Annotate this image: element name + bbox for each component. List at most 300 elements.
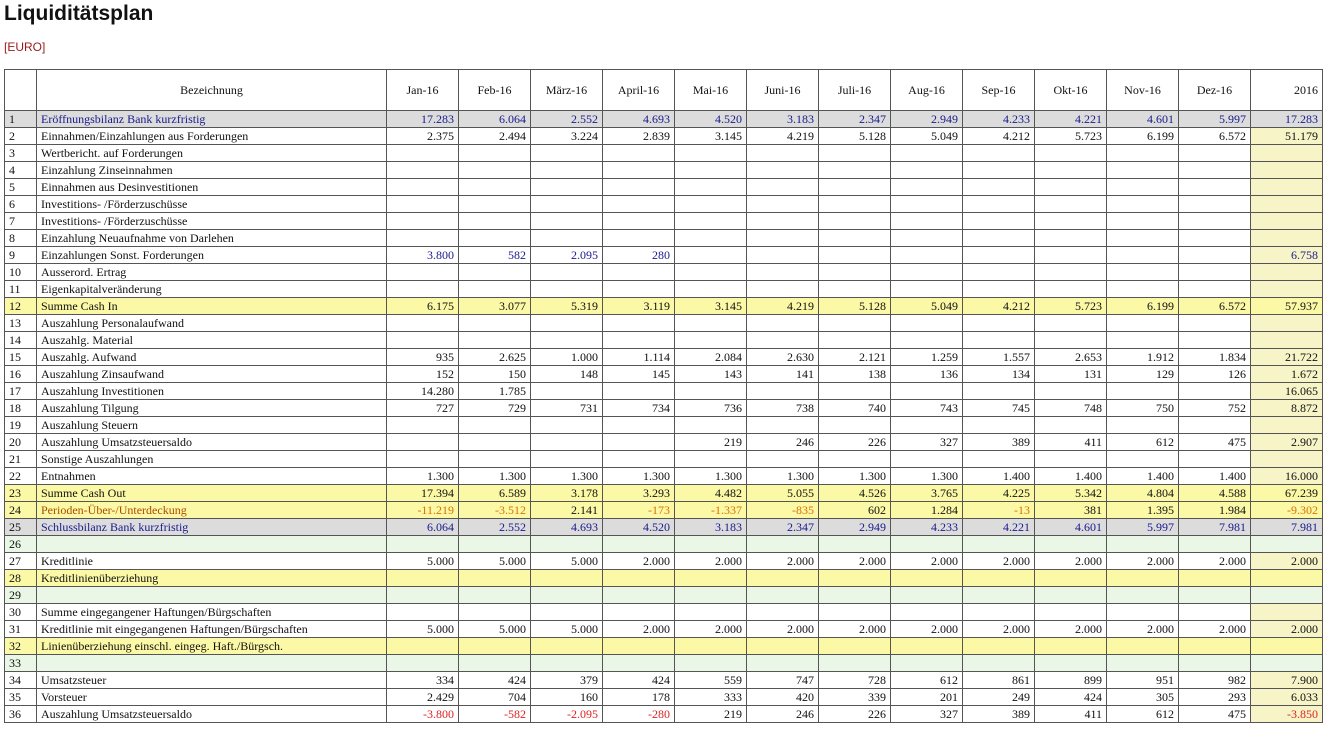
month-value-cell[interactable]: 152 — [387, 366, 459, 383]
month-value-cell[interactable] — [675, 264, 747, 281]
month-value-cell[interactable]: 2.000 — [603, 553, 675, 570]
month-value-cell[interactable] — [963, 332, 1035, 349]
month-value-cell[interactable] — [1035, 315, 1107, 332]
month-value-cell[interactable] — [459, 213, 531, 230]
month-value-cell[interactable] — [1107, 230, 1179, 247]
month-value-cell[interactable]: 389 — [963, 706, 1035, 723]
month-value-cell[interactable]: 5.997 — [1107, 519, 1179, 536]
month-value-cell[interactable]: 1.400 — [1035, 468, 1107, 485]
month-value-cell[interactable]: 861 — [963, 672, 1035, 689]
month-value-cell[interactable] — [1179, 213, 1251, 230]
row-number-cell[interactable]: 16 — [5, 366, 37, 383]
month-value-cell[interactable] — [819, 247, 891, 264]
month-value-cell[interactable] — [675, 451, 747, 468]
month-value-cell[interactable]: 1.300 — [675, 468, 747, 485]
row-number-cell[interactable]: 1 — [5, 111, 37, 128]
month-value-cell[interactable] — [387, 417, 459, 434]
month-value-cell[interactable]: 5.128 — [819, 298, 891, 315]
month-value-cell[interactable] — [891, 264, 963, 281]
month-value-cell[interactable] — [459, 230, 531, 247]
month-value-cell[interactable] — [1107, 604, 1179, 621]
month-value-cell[interactable] — [531, 213, 603, 230]
row-label-cell[interactable]: Einnahmen/Einzahlungen aus Forderungen — [37, 128, 387, 145]
month-value-cell[interactable] — [1107, 213, 1179, 230]
year-total-cell[interactable] — [1251, 179, 1323, 196]
year-total-cell[interactable]: 2.000 — [1251, 553, 1323, 570]
row-label-cell[interactable]: Schlussbilanz Bank kurzfristig — [37, 519, 387, 536]
month-value-cell[interactable] — [531, 536, 603, 553]
header-month[interactable]: April-16 — [603, 70, 675, 111]
month-value-cell[interactable] — [387, 315, 459, 332]
month-value-cell[interactable]: -11.219 — [387, 502, 459, 519]
row-number-cell[interactable]: 20 — [5, 434, 37, 451]
month-value-cell[interactable] — [891, 536, 963, 553]
month-value-cell[interactable] — [819, 230, 891, 247]
month-value-cell[interactable] — [1035, 264, 1107, 281]
header-month[interactable]: Mai-16 — [675, 70, 747, 111]
month-value-cell[interactable] — [459, 315, 531, 332]
month-value-cell[interactable]: 731 — [531, 400, 603, 417]
month-value-cell[interactable]: 2.000 — [603, 621, 675, 638]
year-total-cell[interactable]: 2.907 — [1251, 434, 1323, 451]
month-value-cell[interactable] — [387, 570, 459, 587]
month-value-cell[interactable] — [819, 655, 891, 672]
month-value-cell[interactable] — [1107, 638, 1179, 655]
month-value-cell[interactable] — [387, 179, 459, 196]
month-value-cell[interactable] — [531, 162, 603, 179]
month-value-cell[interactable]: 381 — [1035, 502, 1107, 519]
month-value-cell[interactable]: 734 — [603, 400, 675, 417]
month-value-cell[interactable] — [459, 145, 531, 162]
month-value-cell[interactable]: 1.557 — [963, 349, 1035, 366]
row-label-cell[interactable]: Einnahmen aus Desinvestitionen — [37, 179, 387, 196]
month-value-cell[interactable] — [387, 451, 459, 468]
month-value-cell[interactable]: 141 — [747, 366, 819, 383]
year-total-cell[interactable] — [1251, 332, 1323, 349]
row-number-cell[interactable]: 23 — [5, 485, 37, 502]
month-value-cell[interactable]: 293 — [1179, 689, 1251, 706]
month-value-cell[interactable] — [1179, 332, 1251, 349]
month-value-cell[interactable] — [819, 179, 891, 196]
month-value-cell[interactable] — [747, 213, 819, 230]
month-value-cell[interactable]: 5.723 — [1035, 298, 1107, 315]
month-value-cell[interactable] — [1179, 281, 1251, 298]
month-value-cell[interactable]: 612 — [1107, 434, 1179, 451]
month-value-cell[interactable]: 4.219 — [747, 128, 819, 145]
month-value-cell[interactable]: 411 — [1035, 706, 1107, 723]
month-value-cell[interactable]: -3.512 — [459, 502, 531, 519]
month-value-cell[interactable] — [603, 230, 675, 247]
month-value-cell[interactable] — [891, 587, 963, 604]
month-value-cell[interactable] — [963, 638, 1035, 655]
header-month[interactable]: Sep-16 — [963, 70, 1035, 111]
month-value-cell[interactable] — [963, 281, 1035, 298]
month-value-cell[interactable] — [819, 536, 891, 553]
month-value-cell[interactable]: 5.000 — [459, 553, 531, 570]
row-number-cell[interactable]: 27 — [5, 553, 37, 570]
month-value-cell[interactable]: 5.055 — [747, 485, 819, 502]
month-value-cell[interactable] — [747, 247, 819, 264]
month-value-cell[interactable]: 1.984 — [1179, 502, 1251, 519]
header-month[interactable]: Okt-16 — [1035, 70, 1107, 111]
month-value-cell[interactable]: 951 — [1107, 672, 1179, 689]
month-value-cell[interactable] — [459, 587, 531, 604]
month-value-cell[interactable]: 6.572 — [1179, 298, 1251, 315]
month-value-cell[interactable]: 6.572 — [1179, 128, 1251, 145]
row-number-cell[interactable]: 11 — [5, 281, 37, 298]
month-value-cell[interactable]: 6.199 — [1107, 128, 1179, 145]
month-value-cell[interactable] — [1107, 264, 1179, 281]
year-total-cell[interactable] — [1251, 230, 1323, 247]
month-value-cell[interactable] — [603, 536, 675, 553]
month-value-cell[interactable]: 339 — [819, 689, 891, 706]
year-total-cell[interactable]: 6.033 — [1251, 689, 1323, 706]
month-value-cell[interactable]: -173 — [603, 502, 675, 519]
month-value-cell[interactable]: 4.233 — [891, 519, 963, 536]
month-value-cell[interactable] — [963, 179, 1035, 196]
month-value-cell[interactable] — [459, 638, 531, 655]
month-value-cell[interactable]: 4.588 — [1179, 485, 1251, 502]
month-value-cell[interactable]: 736 — [675, 400, 747, 417]
month-value-cell[interactable] — [747, 655, 819, 672]
month-value-cell[interactable] — [747, 196, 819, 213]
month-value-cell[interactable] — [531, 230, 603, 247]
month-value-cell[interactable]: 612 — [891, 672, 963, 689]
month-value-cell[interactable] — [531, 587, 603, 604]
month-value-cell[interactable] — [819, 196, 891, 213]
header-month[interactable]: März-16 — [531, 70, 603, 111]
month-value-cell[interactable]: 3.119 — [603, 298, 675, 315]
year-total-cell[interactable] — [1251, 638, 1323, 655]
month-value-cell[interactable]: 3.224 — [531, 128, 603, 145]
row-label-cell[interactable]: Sonstige Auszahlungen — [37, 451, 387, 468]
month-value-cell[interactable]: 5.049 — [891, 128, 963, 145]
row-number-cell[interactable]: 19 — [5, 417, 37, 434]
month-value-cell[interactable] — [963, 315, 1035, 332]
month-value-cell[interactable]: 2.375 — [387, 128, 459, 145]
month-value-cell[interactable]: 1.259 — [891, 349, 963, 366]
month-value-cell[interactable]: 748 — [1035, 400, 1107, 417]
month-value-cell[interactable]: 5.128 — [819, 128, 891, 145]
row-label-cell[interactable]: Kreditlinienüberziehung — [37, 570, 387, 587]
month-value-cell[interactable]: -835 — [747, 502, 819, 519]
month-value-cell[interactable]: 2.625 — [459, 349, 531, 366]
month-value-cell[interactable] — [603, 570, 675, 587]
row-label-cell[interactable]: Vorsteuer — [37, 689, 387, 706]
row-number-cell[interactable]: 28 — [5, 570, 37, 587]
month-value-cell[interactable]: 2.000 — [1179, 553, 1251, 570]
month-value-cell[interactable] — [819, 587, 891, 604]
month-value-cell[interactable]: 1.400 — [1107, 468, 1179, 485]
month-value-cell[interactable]: 4.212 — [963, 128, 1035, 145]
month-value-cell[interactable] — [675, 604, 747, 621]
month-value-cell[interactable]: 249 — [963, 689, 1035, 706]
month-value-cell[interactable]: 2.084 — [675, 349, 747, 366]
header-no[interactable] — [5, 70, 37, 111]
header-month[interactable]: Juni-16 — [747, 70, 819, 111]
month-value-cell[interactable] — [1179, 247, 1251, 264]
month-value-cell[interactable] — [675, 281, 747, 298]
month-value-cell[interactable]: 327 — [891, 434, 963, 451]
month-value-cell[interactable] — [1179, 587, 1251, 604]
month-value-cell[interactable] — [819, 570, 891, 587]
month-value-cell[interactable] — [675, 655, 747, 672]
month-value-cell[interactable]: 1.300 — [603, 468, 675, 485]
month-value-cell[interactable] — [1035, 145, 1107, 162]
month-value-cell[interactable]: 704 — [459, 689, 531, 706]
year-total-cell[interactable] — [1251, 213, 1323, 230]
month-value-cell[interactable]: 145 — [603, 366, 675, 383]
month-value-cell[interactable] — [1035, 417, 1107, 434]
month-value-cell[interactable] — [747, 536, 819, 553]
row-number-cell[interactable]: 36 — [5, 706, 37, 723]
header-month[interactable]: Feb-16 — [459, 70, 531, 111]
month-value-cell[interactable] — [1035, 536, 1107, 553]
month-value-cell[interactable] — [459, 332, 531, 349]
month-value-cell[interactable] — [1035, 332, 1107, 349]
month-value-cell[interactable]: 2.949 — [819, 519, 891, 536]
month-value-cell[interactable]: 727 — [387, 400, 459, 417]
month-value-cell[interactable]: 1.300 — [459, 468, 531, 485]
month-value-cell[interactable] — [747, 332, 819, 349]
month-value-cell[interactable]: 2.000 — [1035, 621, 1107, 638]
row-label-cell[interactable]: Auszahlung Zinsaufwand — [37, 366, 387, 383]
month-value-cell[interactable]: 226 — [819, 434, 891, 451]
month-value-cell[interactable] — [387, 434, 459, 451]
row-number-cell[interactable]: 31 — [5, 621, 37, 638]
month-value-cell[interactable]: 740 — [819, 400, 891, 417]
month-value-cell[interactable] — [747, 179, 819, 196]
month-value-cell[interactable] — [891, 145, 963, 162]
month-value-cell[interactable]: 4.221 — [1035, 111, 1107, 128]
row-number-cell[interactable]: 24 — [5, 502, 37, 519]
row-number-cell[interactable]: 5 — [5, 179, 37, 196]
year-total-cell[interactable] — [1251, 451, 1323, 468]
month-value-cell[interactable]: 17.283 — [387, 111, 459, 128]
month-value-cell[interactable]: 745 — [963, 400, 1035, 417]
month-value-cell[interactable]: 1.400 — [1179, 468, 1251, 485]
month-value-cell[interactable] — [531, 264, 603, 281]
month-value-cell[interactable]: 327 — [891, 706, 963, 723]
row-label-cell[interactable] — [37, 587, 387, 604]
month-value-cell[interactable]: 7.981 — [1179, 519, 1251, 536]
month-value-cell[interactable]: 4.526 — [819, 485, 891, 502]
month-value-cell[interactable] — [819, 383, 891, 400]
month-value-cell[interactable]: 3.800 — [387, 247, 459, 264]
month-value-cell[interactable] — [747, 587, 819, 604]
row-number-cell[interactable]: 17 — [5, 383, 37, 400]
month-value-cell[interactable]: -13 — [963, 502, 1035, 519]
row-number-cell[interactable]: 6 — [5, 196, 37, 213]
month-value-cell[interactable] — [747, 638, 819, 655]
month-value-cell[interactable]: 1.284 — [891, 502, 963, 519]
month-value-cell[interactable] — [459, 451, 531, 468]
month-value-cell[interactable]: 2.000 — [747, 553, 819, 570]
month-value-cell[interactable] — [531, 451, 603, 468]
month-value-cell[interactable]: 2.000 — [963, 621, 1035, 638]
row-number-cell[interactable]: 18 — [5, 400, 37, 417]
month-value-cell[interactable]: 219 — [675, 434, 747, 451]
month-value-cell[interactable]: 17.394 — [387, 485, 459, 502]
month-value-cell[interactable]: 178 — [603, 689, 675, 706]
month-value-cell[interactable]: -280 — [603, 706, 675, 723]
month-value-cell[interactable]: 246 — [747, 434, 819, 451]
month-value-cell[interactable] — [675, 162, 747, 179]
month-value-cell[interactable] — [531, 196, 603, 213]
month-value-cell[interactable] — [675, 332, 747, 349]
year-total-cell[interactable]: -3.850 — [1251, 706, 1323, 723]
month-value-cell[interactable] — [603, 451, 675, 468]
month-value-cell[interactable] — [963, 145, 1035, 162]
month-value-cell[interactable]: 1.834 — [1179, 349, 1251, 366]
month-value-cell[interactable] — [459, 281, 531, 298]
month-value-cell[interactable]: 4.693 — [531, 519, 603, 536]
month-value-cell[interactable]: 2.000 — [963, 553, 1035, 570]
month-value-cell[interactable] — [387, 638, 459, 655]
month-value-cell[interactable]: 4.601 — [1107, 111, 1179, 128]
month-value-cell[interactable] — [891, 655, 963, 672]
month-value-cell[interactable]: 2.000 — [675, 553, 747, 570]
year-total-cell[interactable]: 8.872 — [1251, 400, 1323, 417]
month-value-cell[interactable]: 3.145 — [675, 298, 747, 315]
row-number-cell[interactable]: 30 — [5, 604, 37, 621]
header-month[interactable]: Aug-16 — [891, 70, 963, 111]
row-label-cell[interactable]: Einzahlungen Sonst. Forderungen — [37, 247, 387, 264]
year-total-cell[interactable] — [1251, 570, 1323, 587]
month-value-cell[interactable] — [891, 315, 963, 332]
month-value-cell[interactable] — [891, 604, 963, 621]
month-value-cell[interactable] — [675, 570, 747, 587]
month-value-cell[interactable] — [1035, 655, 1107, 672]
month-value-cell[interactable] — [675, 179, 747, 196]
month-value-cell[interactable] — [603, 655, 675, 672]
month-value-cell[interactable] — [603, 315, 675, 332]
month-value-cell[interactable] — [963, 383, 1035, 400]
row-number-cell[interactable]: 7 — [5, 213, 37, 230]
month-value-cell[interactable]: 6.589 — [459, 485, 531, 502]
month-value-cell[interactable] — [675, 315, 747, 332]
month-value-cell[interactable]: 2.839 — [603, 128, 675, 145]
month-value-cell[interactable] — [1107, 196, 1179, 213]
month-value-cell[interactable] — [603, 196, 675, 213]
month-value-cell[interactable]: 738 — [747, 400, 819, 417]
month-value-cell[interactable]: 143 — [675, 366, 747, 383]
month-value-cell[interactable]: -2.095 — [531, 706, 603, 723]
month-value-cell[interactable]: 2.429 — [387, 689, 459, 706]
year-total-cell[interactable]: 2.000 — [1251, 621, 1323, 638]
month-value-cell[interactable] — [603, 587, 675, 604]
month-value-cell[interactable] — [963, 655, 1035, 672]
row-number-cell[interactable]: 29 — [5, 587, 37, 604]
row-number-cell[interactable]: 13 — [5, 315, 37, 332]
month-value-cell[interactable] — [963, 264, 1035, 281]
month-value-cell[interactable] — [387, 587, 459, 604]
month-value-cell[interactable] — [819, 213, 891, 230]
row-number-cell[interactable]: 32 — [5, 638, 37, 655]
header-month[interactable]: Nov-16 — [1107, 70, 1179, 111]
month-value-cell[interactable] — [963, 570, 1035, 587]
year-total-cell[interactable] — [1251, 145, 1323, 162]
month-value-cell[interactable] — [1035, 638, 1107, 655]
row-label-cell[interactable]: Umsatzsteuer — [37, 672, 387, 689]
year-total-cell[interactable] — [1251, 162, 1323, 179]
month-value-cell[interactable]: 3.293 — [603, 485, 675, 502]
month-value-cell[interactable] — [675, 247, 747, 264]
month-value-cell[interactable] — [531, 315, 603, 332]
month-value-cell[interactable] — [675, 417, 747, 434]
month-value-cell[interactable] — [1179, 638, 1251, 655]
month-value-cell[interactable] — [891, 196, 963, 213]
month-value-cell[interactable]: 3.183 — [747, 111, 819, 128]
month-value-cell[interactable]: 2.000 — [675, 621, 747, 638]
header-month[interactable]: Dez-16 — [1179, 70, 1251, 111]
month-value-cell[interactable] — [1179, 315, 1251, 332]
month-value-cell[interactable]: 333 — [675, 689, 747, 706]
month-value-cell[interactable]: 201 — [891, 689, 963, 706]
month-value-cell[interactable] — [1035, 213, 1107, 230]
month-value-cell[interactable]: 729 — [459, 400, 531, 417]
month-value-cell[interactable]: -1.337 — [675, 502, 747, 519]
row-label-cell[interactable]: Eröffnungsbilanz Bank kurzfristig — [37, 111, 387, 128]
month-value-cell[interactable]: 2.000 — [1107, 621, 1179, 638]
header-total[interactable]: 2016 — [1251, 70, 1323, 111]
month-value-cell[interactable]: 3.765 — [891, 485, 963, 502]
month-value-cell[interactable] — [891, 213, 963, 230]
row-label-cell[interactable]: Entnahmen — [37, 468, 387, 485]
month-value-cell[interactable]: 2.000 — [1107, 553, 1179, 570]
month-value-cell[interactable] — [675, 230, 747, 247]
month-value-cell[interactable] — [1179, 604, 1251, 621]
month-value-cell[interactable] — [1035, 281, 1107, 298]
month-value-cell[interactable]: 5.000 — [459, 621, 531, 638]
month-value-cell[interactable]: 219 — [675, 706, 747, 723]
month-value-cell[interactable] — [531, 434, 603, 451]
month-value-cell[interactable]: 2.653 — [1035, 349, 1107, 366]
month-value-cell[interactable] — [1179, 264, 1251, 281]
month-value-cell[interactable]: 4.233 — [963, 111, 1035, 128]
year-total-cell[interactable] — [1251, 196, 1323, 213]
month-value-cell[interactable]: 2.000 — [891, 621, 963, 638]
month-value-cell[interactable] — [1035, 604, 1107, 621]
month-value-cell[interactable]: 743 — [891, 400, 963, 417]
month-value-cell[interactable]: 4.225 — [963, 485, 1035, 502]
month-value-cell[interactable] — [459, 162, 531, 179]
month-value-cell[interactable]: 131 — [1035, 366, 1107, 383]
row-number-cell[interactable]: 14 — [5, 332, 37, 349]
month-value-cell[interactable]: 2.000 — [819, 553, 891, 570]
month-value-cell[interactable] — [603, 281, 675, 298]
month-value-cell[interactable] — [963, 162, 1035, 179]
year-total-cell[interactable]: 6.758 — [1251, 247, 1323, 264]
month-value-cell[interactable]: 246 — [747, 706, 819, 723]
month-value-cell[interactable] — [1179, 179, 1251, 196]
month-value-cell[interactable] — [1107, 451, 1179, 468]
month-value-cell[interactable]: 728 — [819, 672, 891, 689]
month-value-cell[interactable] — [747, 162, 819, 179]
month-value-cell[interactable] — [1179, 145, 1251, 162]
month-value-cell[interactable] — [1035, 587, 1107, 604]
month-value-cell[interactable]: 2.000 — [891, 553, 963, 570]
month-value-cell[interactable] — [603, 383, 675, 400]
month-value-cell[interactable]: 2.552 — [459, 519, 531, 536]
month-value-cell[interactable]: 2.000 — [747, 621, 819, 638]
year-total-cell[interactable]: 7.981 — [1251, 519, 1323, 536]
month-value-cell[interactable]: 475 — [1179, 434, 1251, 451]
month-value-cell[interactable] — [819, 332, 891, 349]
row-number-cell[interactable]: 25 — [5, 519, 37, 536]
month-value-cell[interactable]: 4.693 — [603, 111, 675, 128]
month-value-cell[interactable]: 5.319 — [531, 298, 603, 315]
